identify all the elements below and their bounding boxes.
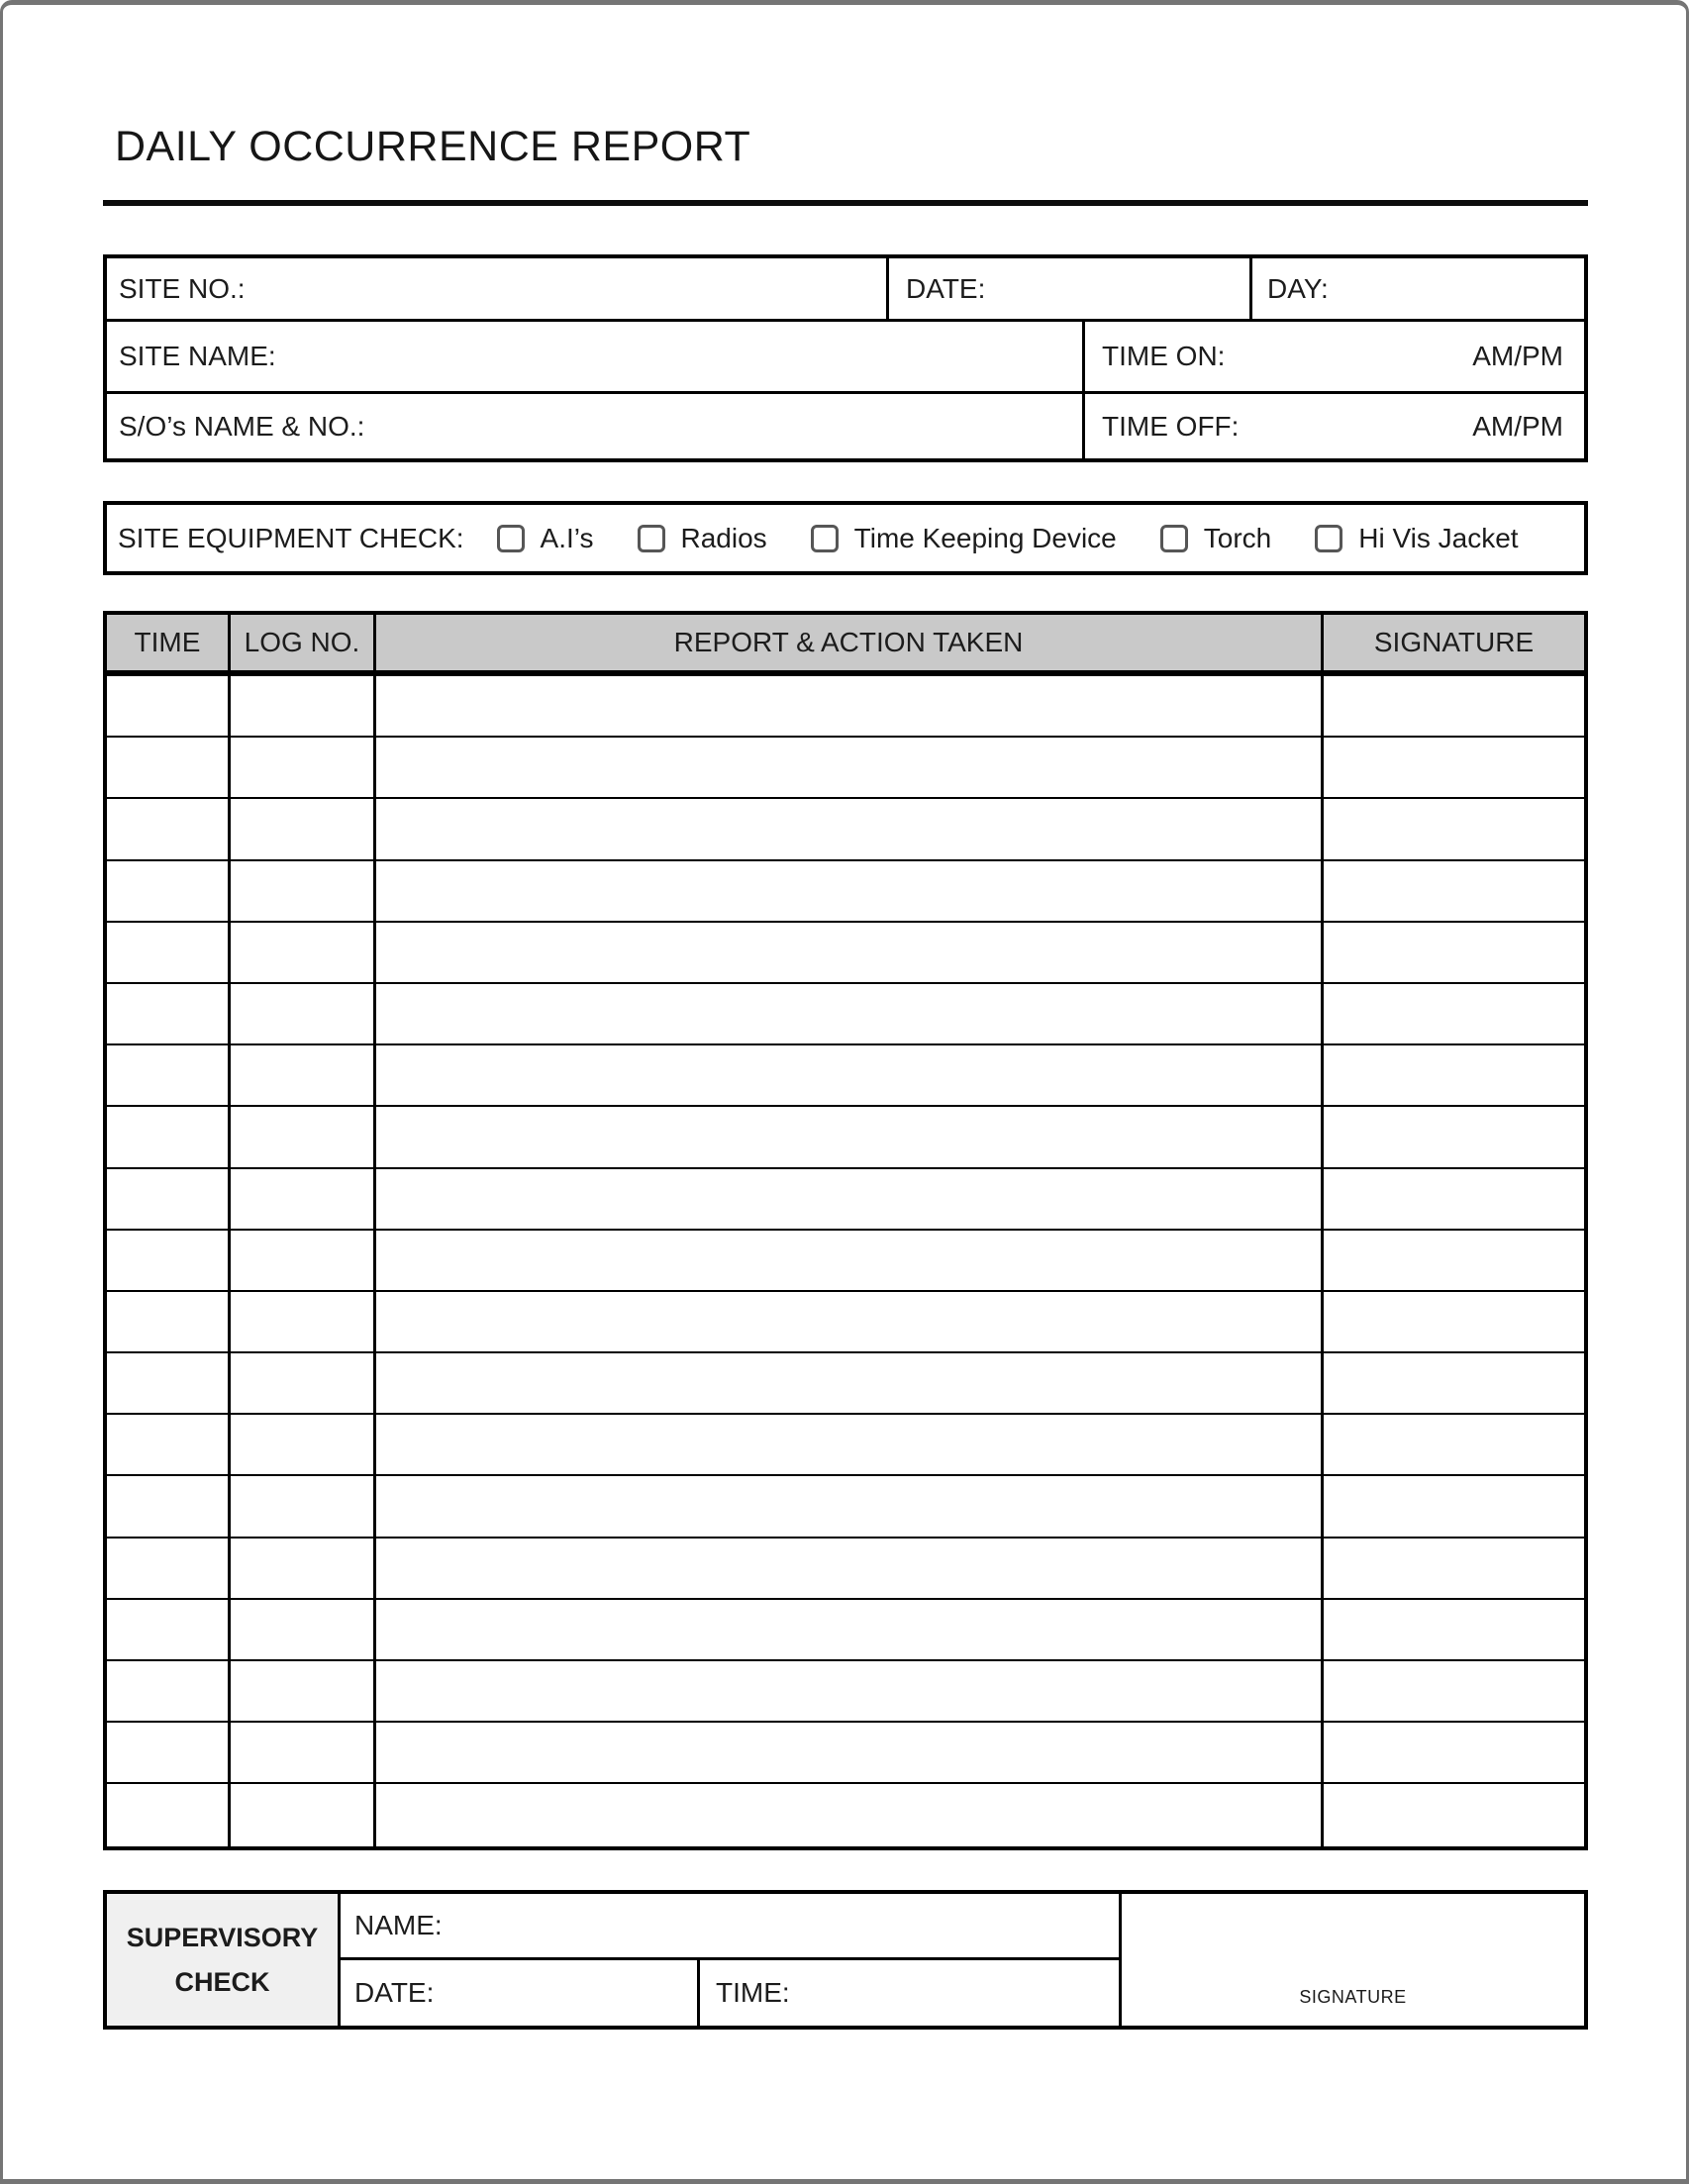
- log-cell-log-no[interactable]: [231, 738, 376, 799]
- log-cell-log-no[interactable]: [231, 1600, 376, 1661]
- log-cell-log-no[interactable]: [231, 923, 376, 984]
- supervisory-time-field[interactable]: [700, 1960, 1119, 2026]
- supervisory-title-line1: SUPERVISORY: [126, 1922, 319, 1952]
- log-cell-signature[interactable]: [1324, 984, 1584, 1045]
- supervisory-fields: [341, 1894, 1119, 2026]
- checkbox-torch[interactable]: [1160, 525, 1188, 552]
- log-cell-log-no[interactable]: [231, 1045, 376, 1107]
- site-no-label: SITE NO.:: [119, 272, 246, 304]
- supervisory-title-line2: CHECK: [174, 1966, 270, 1997]
- supervisory-check-title: [107, 1894, 341, 2026]
- date-label: DATE:: [906, 272, 986, 304]
- log-cell-log-no[interactable]: [231, 1415, 376, 1476]
- checkbox-ais[interactable]: [497, 525, 525, 552]
- log-cell-report[interactable]: [376, 1415, 1324, 1476]
- log-cell-time[interactable]: [107, 1231, 231, 1292]
- log-cell-log-no[interactable]: [231, 984, 376, 1045]
- checkbox-time-keeping-device-label: Time Keeping Device: [853, 522, 1117, 553]
- equipment-check-label: SITE EQUIPMENT CHECK:: [118, 522, 464, 553]
- time-off-field[interactable]: [1085, 394, 1584, 458]
- log-cell-report[interactable]: [376, 1723, 1324, 1784]
- equipment-item-torch: [1160, 523, 1271, 554]
- log-cell-log-no[interactable]: [231, 1292, 376, 1353]
- supervisory-time-label: TIME:: [716, 1977, 790, 2008]
- log-cell-report[interactable]: [376, 861, 1324, 923]
- log-cell-signature[interactable]: [1324, 1292, 1584, 1353]
- log-cell-report[interactable]: [376, 738, 1324, 799]
- time-on-field[interactable]: [1085, 322, 1584, 391]
- log-cell-time[interactable]: [107, 1353, 231, 1415]
- log-cell-signature[interactable]: [1324, 738, 1584, 799]
- log-cell-signature[interactable]: [1324, 1784, 1584, 1845]
- log-cell-time[interactable]: [107, 1415, 231, 1476]
- log-cell-time[interactable]: [107, 1292, 231, 1353]
- log-cell-report[interactable]: [376, 1600, 1324, 1661]
- log-cell-time[interactable]: [107, 676, 231, 738]
- title-rule: [103, 200, 1588, 206]
- header-report-action-taken: REPORT & ACTION TAKEN: [376, 615, 1324, 670]
- log-cell-report[interactable]: [376, 799, 1324, 860]
- log-cell-log-no[interactable]: [231, 1169, 376, 1231]
- log-cell-log-no[interactable]: [231, 1723, 376, 1784]
- log-cell-log-no[interactable]: [231, 1539, 376, 1600]
- log-cell-report[interactable]: [376, 676, 1324, 738]
- log-cell-time[interactable]: [107, 1723, 231, 1784]
- log-cell-report[interactable]: [376, 984, 1324, 1045]
- log-cell-time[interactable]: [107, 984, 231, 1045]
- log-cell-signature[interactable]: [1324, 1231, 1584, 1292]
- log-cell-signature[interactable]: [1324, 1661, 1584, 1723]
- site-info-row-3: [107, 394, 1584, 458]
- page-title: DAILY OCCURRENCE REPORT: [115, 123, 751, 170]
- log-cell-report[interactable]: [376, 1045, 1324, 1107]
- log-cell-log-no[interactable]: [231, 1661, 376, 1723]
- supervisory-signature-label: SIGNATURE: [1299, 1987, 1407, 2007]
- log-cell-log-no[interactable]: [231, 799, 376, 860]
- log-cell-time[interactable]: [107, 799, 231, 860]
- log-table-body: [107, 676, 1584, 1846]
- checkbox-hi-vis-jacket-label: Hi Vis Jacket: [1358, 522, 1519, 553]
- equipment-check-bar: [103, 501, 1588, 575]
- log-table-header: [107, 615, 1584, 676]
- checkbox-radios-label: Radios: [680, 522, 767, 553]
- log-cell-signature[interactable]: [1324, 1045, 1584, 1107]
- log-cell-time[interactable]: [107, 738, 231, 799]
- equipment-item-radios: [638, 523, 767, 554]
- log-cell-time[interactable]: [107, 1539, 231, 1600]
- log-cell-signature[interactable]: [1324, 1539, 1584, 1600]
- log-cell-time[interactable]: [107, 923, 231, 984]
- log-cell-report[interactable]: [376, 1539, 1324, 1600]
- log-cell-time[interactable]: [107, 1107, 231, 1168]
- site-name-field[interactable]: [107, 322, 1085, 391]
- log-cell-signature[interactable]: [1324, 1169, 1584, 1231]
- log-cell-time[interactable]: [107, 1169, 231, 1231]
- log-cell-signature[interactable]: [1324, 923, 1584, 984]
- log-cell-signature[interactable]: [1324, 861, 1584, 923]
- log-cell-report[interactable]: [376, 1169, 1324, 1231]
- log-cell-signature[interactable]: [1324, 1600, 1584, 1661]
- log-cell-signature[interactable]: [1324, 1415, 1584, 1476]
- log-cell-signature[interactable]: [1324, 1353, 1584, 1415]
- log-cell-report[interactable]: [376, 1231, 1324, 1292]
- log-cell-log-no[interactable]: [231, 1231, 376, 1292]
- time-off-ampm: AM/PM: [1472, 410, 1563, 442]
- log-cell-time[interactable]: [107, 1476, 231, 1538]
- log-cell-log-no[interactable]: [231, 1784, 376, 1845]
- log-cell-signature[interactable]: [1324, 1723, 1584, 1784]
- site-no-field[interactable]: [107, 258, 889, 319]
- occurrence-log-table: [103, 611, 1588, 1850]
- checkbox-hi-vis-jacket[interactable]: [1315, 525, 1342, 552]
- checkbox-torch-label: Torch: [1203, 522, 1272, 553]
- supervisory-check-box: [103, 1890, 1588, 2030]
- equipment-item-time-keeping-device: [811, 523, 1117, 554]
- log-cell-report[interactable]: [376, 1476, 1324, 1538]
- log-cell-time[interactable]: [107, 1045, 231, 1107]
- so-name-field[interactable]: [107, 394, 1085, 458]
- supervisory-date-label: DATE:: [354, 1977, 435, 2008]
- header-log-no: LOG NO.: [231, 615, 376, 670]
- supervisory-name-label: NAME:: [354, 1910, 443, 1940]
- header-signature: SIGNATURE: [1373, 627, 1535, 657]
- so-name-label: S/O’s NAME & NO.:: [119, 410, 365, 442]
- checkbox-time-keeping-device[interactable]: [811, 525, 839, 552]
- site-info-table: [103, 254, 1588, 462]
- log-cell-signature[interactable]: [1324, 676, 1584, 738]
- checkbox-ais-label: A.I’s: [540, 522, 594, 553]
- log-cell-report[interactable]: [376, 1661, 1324, 1723]
- supervisory-date-field[interactable]: [341, 1960, 700, 2026]
- time-on-label: TIME ON:: [1102, 341, 1226, 371]
- header-time: TIME: [107, 615, 231, 670]
- site-name-label: SITE NAME:: [119, 341, 276, 371]
- supervisory-name-field[interactable]: [341, 1894, 1119, 1960]
- log-cell-report[interactable]: [376, 923, 1324, 984]
- supervisory-signature-field[interactable]: [1119, 1894, 1584, 2026]
- log-cell-signature[interactable]: [1324, 1476, 1584, 1538]
- site-info-row-1: [107, 258, 1584, 322]
- log-cell-report[interactable]: [376, 1107, 1324, 1168]
- log-cell-log-no[interactable]: [231, 861, 376, 923]
- date-field[interactable]: [889, 258, 1252, 319]
- log-cell-report[interactable]: [376, 1784, 1324, 1845]
- log-cell-time[interactable]: [107, 1661, 231, 1723]
- log-cell-log-no[interactable]: [231, 1107, 376, 1168]
- checkbox-radios[interactable]: [638, 525, 665, 552]
- time-off-label: TIME OFF:: [1102, 410, 1240, 442]
- log-cell-signature[interactable]: [1324, 799, 1584, 860]
- log-cell-log-no[interactable]: [231, 1476, 376, 1538]
- log-cell-time[interactable]: [107, 1784, 231, 1845]
- equipment-item-ais: [497, 523, 594, 554]
- equipment-item-hi-vis-jacket: [1315, 523, 1518, 554]
- log-cell-time[interactable]: [107, 1600, 231, 1661]
- log-cell-signature[interactable]: [1324, 1107, 1584, 1168]
- log-cell-report[interactable]: [376, 1292, 1324, 1353]
- log-cell-time[interactable]: [107, 861, 231, 923]
- log-cell-log-no[interactable]: [231, 1353, 376, 1415]
- time-on-ampm: AM/PM: [1472, 341, 1563, 371]
- day-field[interactable]: [1252, 258, 1584, 319]
- site-info-row-2: [107, 322, 1584, 394]
- log-cell-report[interactable]: [376, 1353, 1324, 1415]
- supervisory-date-time-row: [341, 1960, 1119, 2026]
- log-cell-log-no[interactable]: [231, 676, 376, 738]
- day-label: DAY:: [1267, 272, 1329, 304]
